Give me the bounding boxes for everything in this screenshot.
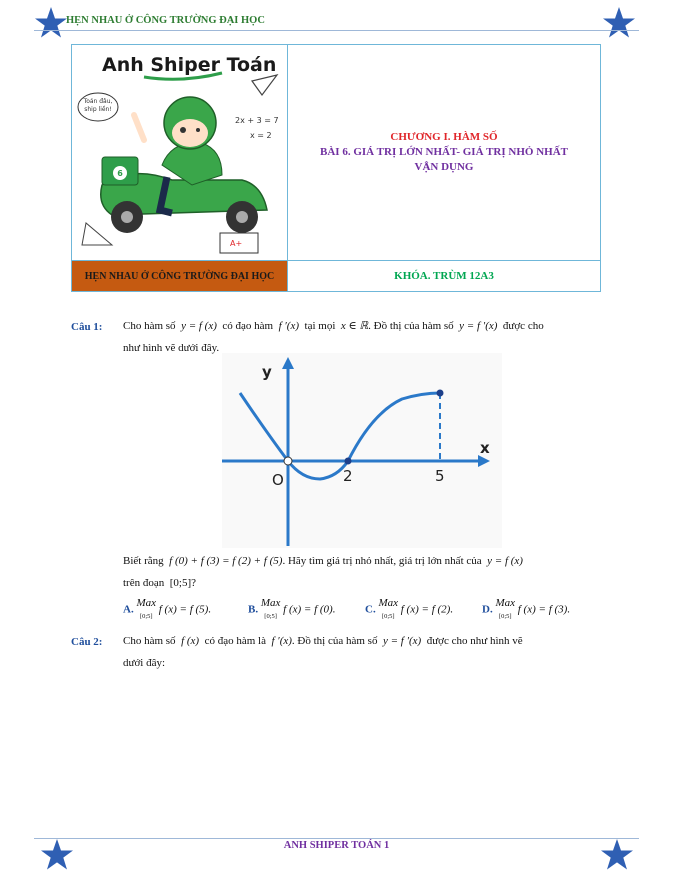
footer-text: ANH SHIPER TOÁN 1	[283, 840, 390, 851]
q2-text: có đạo hàm là	[204, 635, 266, 647]
q2-text: được cho như hình vẽ	[426, 635, 523, 647]
q1-text: tại mọi	[304, 320, 336, 332]
q2-math: f ′(x)	[271, 635, 292, 647]
q1-given-math: f (0) + f (3) = f (2) + f (5)	[169, 555, 283, 567]
q1-text: . Đồ thị của hàm số	[368, 320, 454, 332]
scooter-number: 6	[117, 169, 123, 178]
header-rule	[34, 30, 639, 31]
q2-math: f (x)	[181, 635, 200, 647]
y-axis-label: y	[262, 363, 272, 381]
q2-text: Cho hàm số	[123, 635, 176, 647]
lesson-subtitle: VẬN DỤNG	[414, 161, 474, 173]
q1-given-text: Biết rằng	[123, 555, 164, 567]
q1-text: được cho	[502, 320, 544, 332]
q1-math: x ∈ ℝ	[340, 320, 369, 332]
question-1-given	[123, 550, 603, 594]
origin-label: O	[272, 471, 284, 489]
question-1-answers	[123, 599, 603, 621]
star-icon	[602, 6, 636, 40]
q1-given-text: trên đoạn	[123, 577, 165, 589]
svg-text:Toán đâu,: Toán đâu,	[83, 98, 113, 105]
answer-option-b[interactable]: B. Max $_{[0;5]}$ f (x) = f (0).	[248, 597, 336, 621]
chapter-title: CHƯƠNG I. HÀM SỐ	[390, 131, 498, 143]
tick-label-5: 5	[435, 467, 445, 485]
course-name: KHÓA. TRÙM 12A3	[394, 270, 494, 282]
q1-given-math: y = f (x)	[487, 555, 523, 567]
q1-text: Cho hàm số	[123, 320, 176, 332]
slogan: HẸN NHAU Ở CÔNG TRƯỜNG ĐẠI HỌC	[72, 261, 288, 291]
svg-text:ship liền!: ship liền!	[84, 106, 112, 113]
lesson-title-cell	[288, 45, 600, 260]
q1-given-text: ?	[191, 577, 197, 589]
x-axis-label: x	[480, 439, 490, 457]
q1-math: y = f (x)	[181, 320, 217, 332]
question-2-label: Câu 2:	[71, 636, 103, 648]
q1-math: y = f ′(x)	[459, 320, 498, 332]
star-icon	[600, 838, 634, 872]
banner-bottom-row	[72, 260, 600, 291]
tick-label-2: 2	[343, 467, 353, 485]
derivative-graph	[222, 353, 502, 548]
lesson-title: BÀI 6. GIÁ TRỊ LỚN NHẤT- GIÁ TRỊ NHỎ NHẤT	[320, 146, 568, 158]
star-icon	[34, 6, 68, 40]
logo-text: Anh Shiper Toán	[102, 54, 277, 76]
q1-given-text: . Hãy tìm giá trị nhỏ nhất, giá trị lớn nhất của	[282, 555, 482, 567]
q2-text: . Đồ thị của hàm số	[291, 635, 378, 647]
end-point	[437, 390, 444, 397]
question-2-text	[123, 630, 603, 674]
q1-text: như hình vẽ dưới đây.	[123, 342, 220, 354]
q1-given-math: [0;5]	[169, 577, 192, 589]
answer-option-c[interactable]: C. Max $_{[0;5]}$ f (x) = f (2).	[365, 597, 454, 621]
origin-marker-icon	[284, 457, 292, 465]
header-text: HẸN NHAU Ở CÔNG TRƯỜNG ĐẠI HỌC	[66, 15, 265, 26]
q1-math: f ′(x)	[278, 320, 300, 332]
svg-text:A+: A+	[230, 239, 243, 248]
q2-math: y = f ′(x)	[382, 635, 422, 647]
q1-text: có đạo hàm	[222, 320, 274, 332]
mascot-illustration	[72, 45, 288, 260]
board-text-1: 2x + 3 = 7	[235, 116, 279, 125]
question-1-label: Câu 1:	[71, 321, 103, 333]
footer-rule	[34, 838, 639, 839]
q2-text: dưới đây:	[123, 657, 166, 669]
root-point	[345, 458, 352, 465]
shipper-mascot-icon	[72, 45, 288, 260]
answer-option-d[interactable]: D. Max $_{[0;5]}$ f (x) = f (3).	[482, 597, 571, 621]
board-text-2: x = 2	[250, 131, 272, 140]
answer-option-a[interactable]: A. Max $_{[0;5]}$ f (x) = f (5).	[123, 597, 212, 621]
lesson-banner	[71, 44, 601, 292]
